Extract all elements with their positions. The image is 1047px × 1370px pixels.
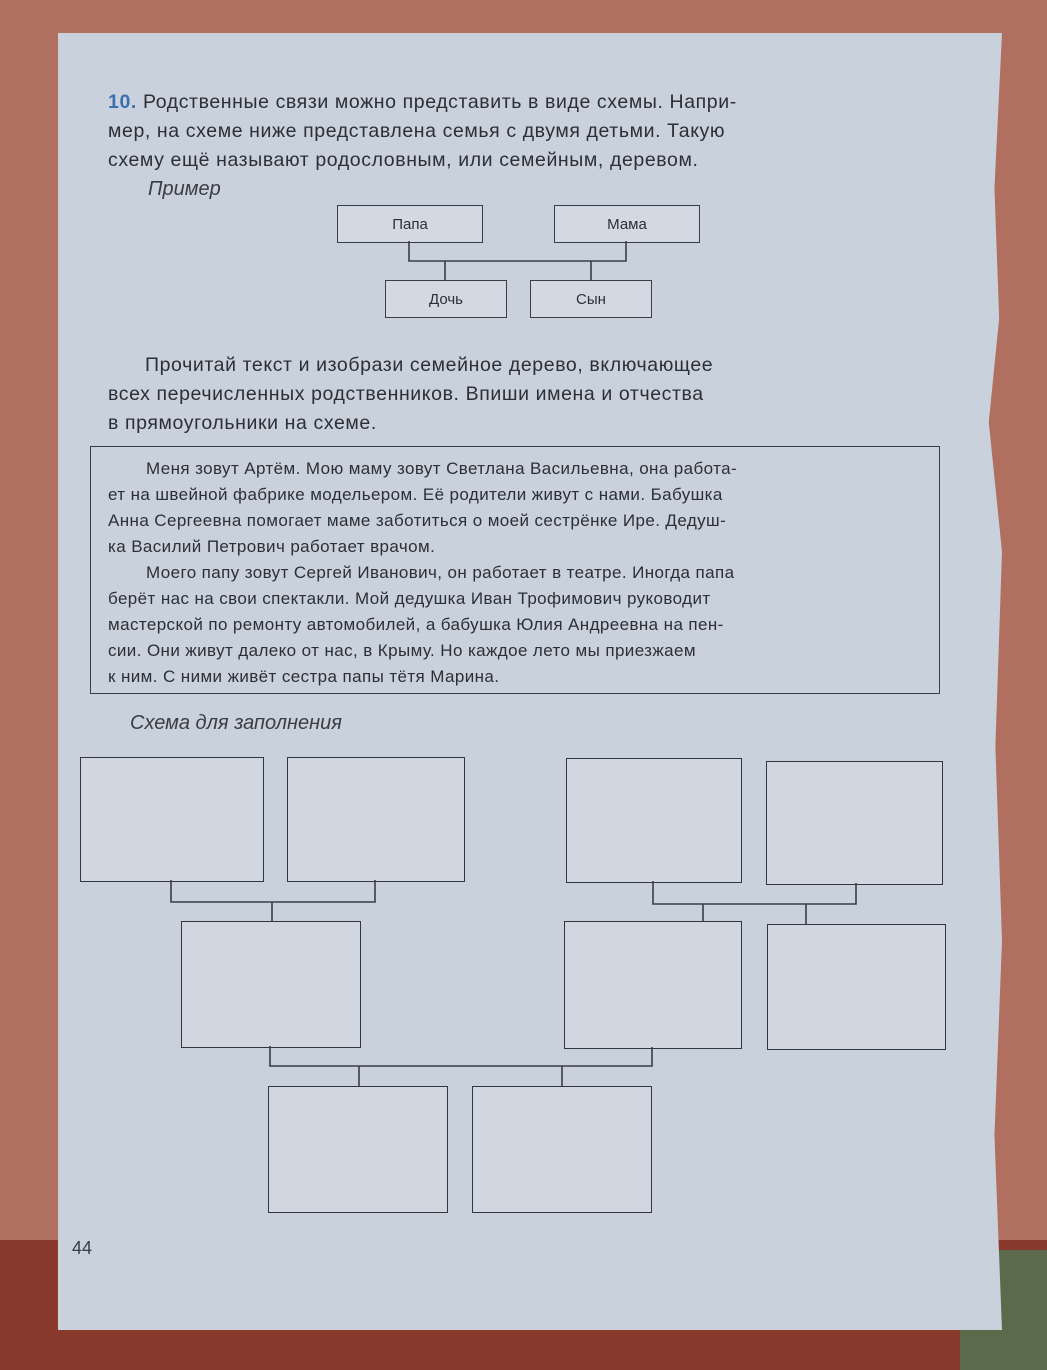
story-text (108, 456, 737, 690)
page-number: 44 (72, 1238, 93, 1258)
fill-box-child-1[interactable] (268, 1086, 448, 1213)
example-box-mother: Мама (554, 205, 700, 243)
task-number: 10. (108, 91, 137, 113)
story-line: берёт нас на свои спектакли. Мой дедушка Иван Трофимович руководит (108, 589, 711, 608)
example-box-father: Папа (337, 205, 483, 243)
fill-box-grandparent-3[interactable] (566, 758, 742, 883)
example-heading: Пример (148, 178, 221, 200)
instruction-line-2: всех перечисленных родственников. Впиши имена и отчества (108, 383, 704, 405)
story-line: Меня зовут Артём. Мою маму зовут Светлана Васильевна, она работа- (146, 459, 738, 478)
example-box-daughter: Дочь (385, 280, 507, 318)
story-line: Моего папу зовут Сергей Иванович, он работает в театре. Иногда папа (146, 563, 735, 582)
fill-box-aunt[interactable] (767, 924, 946, 1050)
fill-box-grandparent-2[interactable] (287, 757, 465, 882)
fill-box-grandparent-1[interactable] (80, 757, 264, 882)
task-line-3: схему ещё называют родословным, или семейным, деревом. (108, 149, 699, 171)
story-line: сии. Они живут далеко от нас, в Крыму. Но каждое лето мы приезжаем (108, 641, 696, 660)
story-line: ка Василий Петрович работает врачом. (108, 537, 436, 556)
instruction-line-3: в прямоугольники на схеме. (108, 412, 377, 434)
instruction-line-1: Прочитай текст и изобрази семейное дерево, включающее (145, 354, 714, 376)
story-line: Анна Сергеевна помогает маме заботиться о моей сестрёнке Ире. Дедуш- (108, 511, 727, 530)
task-line-1: 10. Родственные связи можно представить в виде схемы. Напри- (108, 91, 737, 113)
example-box-son: Сын (530, 280, 652, 318)
task-line-2: мер, на схеме ниже представлена семья с двумя детьми. Такую (108, 120, 726, 142)
scheme-heading: Схема для заполнения (130, 712, 342, 734)
story-line: мастерской по ремонту автомобилей, а бабушка Юлия Андреевна на пен- (108, 615, 724, 634)
story-line: ет на швейной фабрике модельером. Её родители живут с нами. Бабушка (108, 485, 723, 504)
fill-box-grandparent-4[interactable] (766, 761, 943, 885)
story-line: к ним. С ними живёт сестра папы тётя Марина. (108, 667, 500, 686)
fill-box-child-2[interactable] (472, 1086, 652, 1213)
fill-box-parent-1[interactable] (181, 921, 361, 1048)
fill-box-parent-2[interactable] (564, 921, 742, 1049)
